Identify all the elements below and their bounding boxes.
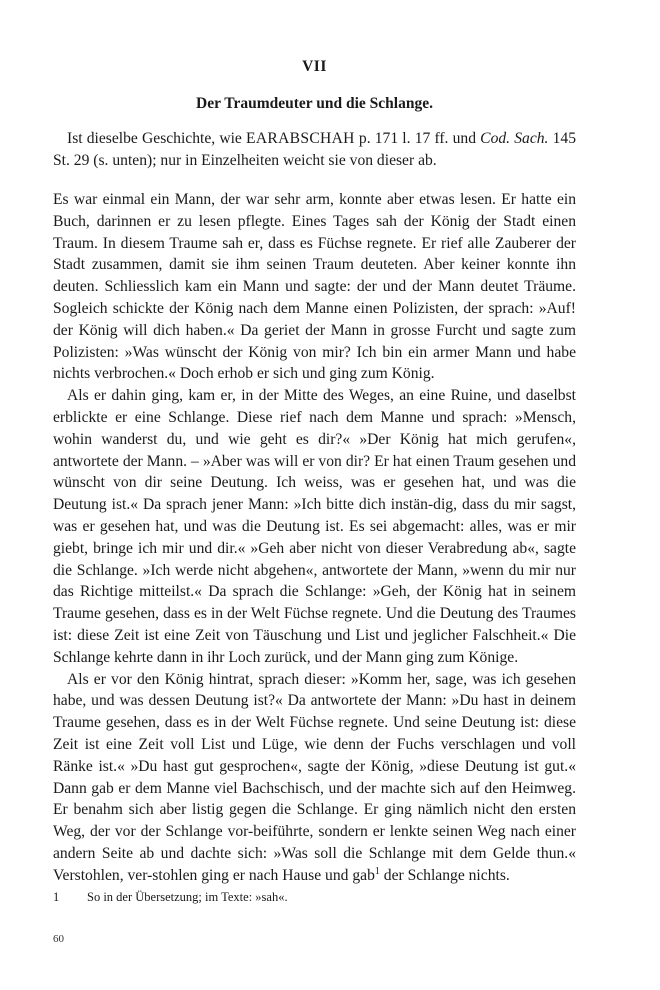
story-title: Der Traumdeuter und die Schlange. <box>196 95 433 112</box>
footnote-number: 1 <box>53 890 60 904</box>
intro-codex: Cod. Sach. <box>480 130 549 147</box>
page-number: 60 <box>53 933 64 945</box>
intro-paragraph <box>53 128 576 171</box>
intro-text-c: 145 St. 29 (s. unten); nur in Einzelheiten weicht sie von dieser ab. <box>53 130 576 169</box>
paragraph-1: Es war einmal ein Mann, der war sehr arm, konnte aber etwas lesen. Er hatte ein Buch, darinnen er zu lesen pflegte. Eines Tages sah der König der Stadt einen Traum. In diesem Traume sah er, dass es Füchse regnete. Er rief alle Zauberer der Stadt zusammen, damit sie ihm seinen Traum deuteten. Aber keiner konnte ihn deuten. Schliesslich kam ein Mann und sagte: der und der Mann deutet Träume. Sogleich schickte der König nach dem Manne einen Polizisten, der sprach: »Auf! der König will dich haben.« Da geriet der Mann in grosse Furcht und sagte zum Polizisten: »Was wünscht der König von mir? Ich bin ein armer Mann und habe nichts verbrochen.« Doch erhob er sich und ging zum König. <box>53 191 576 383</box>
footnote <box>53 890 576 905</box>
footnote-text: So in der Übersetzung; im Texte: »sah«. <box>87 890 288 904</box>
intro-author: EARABSCHAH <box>246 130 355 147</box>
intro-text-b: p. 171 l. 17 ff. und <box>354 130 481 147</box>
paragraph-3-text: Als er vor den König hintrat, sprach dieser: »Komm her, sage, was ich gesehen habe, und was dessen Deutung ist?« Da antwortete der Mann: »Du hast in deinem Traume gesehen, dass es in der Welt Füchse regnete. Und seine Deutung ist: diese Zeit ist eine Zeit voll List und Lüge, wie denn der Fuchs verschlagen und voll Ränke ist.« »Du hast gut gesprochen«, sagte der König, »diese Deutung ist gut.« Dann gab er dem Manne viel Bachschisch, und der machte sich auf den Heimweg. Er benahm sich aber listig gegen die Schlange. Er ging nämlich nicht den ersten Weg, der vor der Schlange vor-beiführte, sondern er lenkte seinen Weg nach einer andern Seite ab und dachte sich: »Was soll die Schlange mit dem Gelde thun.« Verstohlen, ver-stohlen ging er nach Hause und gab <box>53 670 576 884</box>
story-body <box>53 189 576 887</box>
paragraph-2: Als er dahin ging, kam er, in der Mitte des Weges, an eine Ruine, und daselbst erblickte er eine Schlange. Diese rief nach dem Manne und sprach: »Mensch, wohin wanderst du, und wie geht es dir?« »Der König hat mich gerufen«, antwortete der Mann. – »Aber was will er von dir? Er hat einen Traum gesehen und wünscht von dir seine Deutung. Ich weiss, was er gesehen hat, und was die Deutung ist.« Da sprach jener Mann: »Ich bitte dich instän-dig, dass du mir sagst, was er gesehen hat, und was die Deutung ist. Es sei abgemacht: alles, was er mir giebt, bringe ich mir und dir.« »Geh aber nicht von dieser Verabredung ab«, sagte die Schlange. »Ich werde nicht abgehen«, antwortete der Mann, »wenn du mir nur das Richtige mitteilst.« Da sprach die Schlange: »Geh, der König hat in seinem Traume gesehen, dass es in der Welt Füchse regnete. Und die Deutung des Traumes ist: diese Zeit ist eine Zeit von Täuschung und List und jeglicher Falschheit.« Die Schlange kehrte dann in ihr Loch zurück, und der Mann ging zum Könige. <box>53 387 576 666</box>
intro-text-a: Ist dieselbe Geschichte, wie <box>67 130 247 147</box>
paragraph-3-tail: der Schlange nichts. <box>379 866 510 884</box>
footnote-reference: 1 <box>374 865 380 877</box>
paragraph-3 <box>53 669 576 887</box>
chapter-number: VII <box>302 58 327 75</box>
